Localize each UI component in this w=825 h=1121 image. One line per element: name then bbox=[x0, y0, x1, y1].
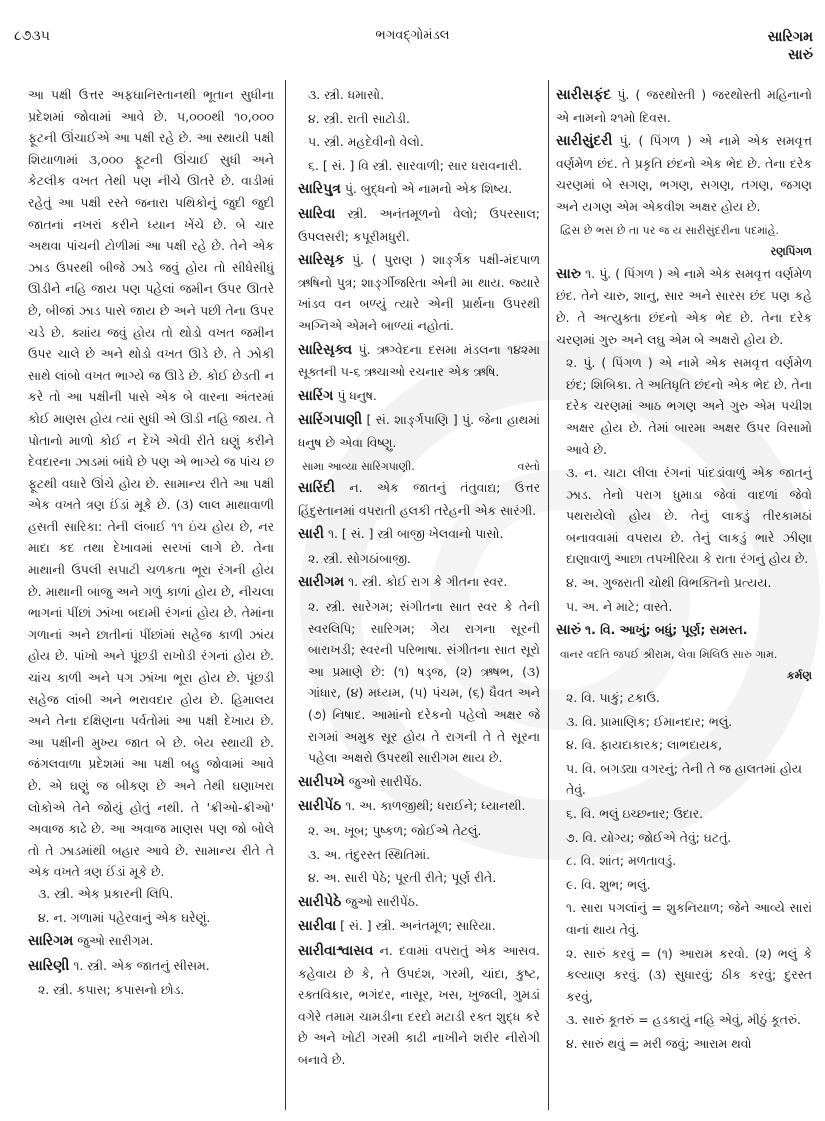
sense: ૨. સ્ત્રી. સોગઠાંબાજી. bbox=[308, 550, 411, 566]
sense: ૪. અ. સારી પેઠે; પૂરતી રીતે; પૂર્ણ રીતે. bbox=[308, 870, 497, 886]
headword: સારિંદી bbox=[298, 480, 336, 497]
headword: સારિવા bbox=[298, 205, 336, 222]
entry-sarivashvasav bbox=[298, 940, 540, 1071]
sense-3: ૩. સ્ત્રી. એક પ્રકારની લિપિ. bbox=[38, 885, 174, 901]
headword: સારીપેંઠ bbox=[298, 798, 342, 815]
headword: સારીગમ bbox=[298, 574, 345, 591]
page-header bbox=[0, 26, 825, 66]
headword: સારીવાશ્વાસવ bbox=[298, 942, 374, 959]
headword: સારીવા bbox=[298, 918, 337, 935]
definition: પું. ઋગ્વેદના દસમા મંડલના ૧૪૨મા સૂક્તની ૫-૬ ઋચાઓ રચનાર એક ઋષિ. bbox=[298, 341, 540, 380]
sense: ૪. વિ. ફાયદાકારક; લાભદાયક, bbox=[566, 737, 723, 753]
column-1 bbox=[28, 84, 274, 1003]
sense: ૨. અ. ખૂબ; પુષ્કળ; જોઈએ તેટલું. bbox=[308, 823, 482, 838]
citation-quote bbox=[298, 456, 540, 478]
headword: સારિણી bbox=[28, 957, 70, 974]
sense: ૪. સ્ત્રી. રાતી સાટોડી. bbox=[308, 110, 410, 126]
sense-2: ૨. સ્ત્રી. કપાસ; કપાસનો છોડ. bbox=[38, 982, 185, 998]
headword: સારું bbox=[556, 622, 582, 639]
definition: પું ધનુષ. bbox=[337, 387, 377, 403]
definition: ૧. પું. ( પિંગળ ) એ નામે એક સમવૃત્ત વર્ણમેળ છંદ. તેને ચારુ, શાનુ, સાર અને સારસ છંદ પણ કહે છે. તે અત્યુક્તા છંદનો એક ભેદ છે. તેના દરેક ચરણમાં ગુરુ અને લઘુ એમ બે અક્ષરો હોય છે. bbox=[556, 265, 812, 347]
headword: સારિંગપાણી bbox=[298, 412, 363, 429]
entry-saringpani bbox=[298, 409, 540, 453]
sense-4: ૪. ન. ગળામાં પહેરવાનું એક ઘરેણું. bbox=[38, 909, 211, 925]
headword: સારિસૃક bbox=[298, 252, 345, 269]
column-2 bbox=[298, 84, 540, 1073]
entry-sarigam-main bbox=[298, 571, 540, 594]
definition: ૧. [ સં. ] સ્ત્રી બાજી ખેલવાનો પાસો. bbox=[327, 526, 504, 542]
headword: સારીપખે bbox=[298, 773, 345, 790]
citation-source: કર્મણ bbox=[786, 669, 812, 683]
definition: પું. ( પુરાણ ) શાર્ઙ્ગક પક્ષી-મંદપાળ ઋષિનો પુત્ર; શાર્ઙ્ગીજરિતા એની મા થાય. જ્યારે ખાંડવ વન બળ્યું ત્યારે એની પ્રાર્થના ઉપરથી અગ્નિએ એમને બાળ્યાં નહોતાં. bbox=[298, 252, 540, 333]
entry-sarisafand bbox=[556, 84, 812, 128]
page-number: ૮૭૩૫ bbox=[14, 28, 50, 44]
entry-sarindi bbox=[298, 477, 540, 521]
guide-words bbox=[768, 28, 813, 64]
entry-sariputra bbox=[298, 178, 540, 201]
definition: ૧. અ. કાળજીથી; ધરાઈને; ધ્યાનથી. bbox=[345, 798, 526, 814]
running-title: ભગવદ્ગોમંડલ bbox=[375, 28, 450, 43]
headword: સારિંગ bbox=[298, 387, 334, 404]
entry-sarisundari bbox=[556, 130, 812, 217]
guide-word-top: સારિગમ bbox=[767, 29, 813, 45]
quote-source: વસ્તો bbox=[517, 459, 540, 473]
sense: ૫. અ. ને માટે; વાસ્તે. bbox=[566, 598, 673, 614]
headword: સારીસફંદ bbox=[556, 87, 612, 103]
phrase: ૨. સારું કરવું = (૧) આરામ કરવો. (૨) ભલું કે કલ્યાણ કરવું. (૩) સુધારવું; ઠીક કરવું; દુરસ્ત કરવું, bbox=[566, 945, 812, 1004]
definition: ન. દવામાં વપરાતું એક આસવ. કહેવાય છે કે, તે ઉપદંશ, ગરમી, ચાંદા, કુષ્ટ, રક્તવિકાર, ભગંદર, નાસૂર, ખસ, ખુજલી, ગુમડાં વગેરે તમામ ચામડીના દરદો મટાડી રક્ત શુદ્ધ કરે છે અને ખોટી ગરમી કાઢી નાખીને શરીર નીરોગી બનાવે છે. bbox=[298, 942, 540, 1067]
sense: ૨. વિ. પાકું; ટકાઉ. bbox=[566, 690, 660, 706]
guide-word-bottom: સારું bbox=[787, 47, 813, 63]
sense: ૬. [ સં. ] વિ સ્ત્રી. સારવાળી; સાર ધરાવનારી. bbox=[308, 157, 523, 173]
citation-source: રણપિંગળ bbox=[770, 245, 812, 259]
entry-saripakhe bbox=[298, 771, 540, 794]
sense: ૪. અ. ગુજરાતી ચોથી વિભક્તિનો પ્રત્યય. bbox=[566, 575, 772, 591]
phrase: ૧. સારા પગલાંનું = શુકનિયાળ; જેને આવ્યે સારાં વાનાં થાય તેવું. bbox=[566, 900, 812, 937]
column-divider-1 bbox=[285, 80, 286, 1110]
citation-quote: દ્વિસ છે ભસ છે તા પર જ ય સારીસુંદરીના પદમાંહે. bbox=[560, 223, 780, 237]
entry-sarigam bbox=[28, 930, 274, 953]
definition: જુઓ સારીપેંઠ. bbox=[345, 893, 419, 909]
sense: ૩. ન. ચાટા લીલા રંગનાં પાંદડાંવાળું એક જાતનું ઝાડ. તેનો પરાગ ધુમાડા જેવાં વાદળાં જેવો પથરાયેલો હોય છે. તેનું લાકડું તીરકામઠાં બનાવવામાં વપરાય છે. તેનું લાકડું ભારે ઝીણા દાણાવાળું આછા તપખીરિયા કે રાતા રંગનું હોય છે. bbox=[566, 465, 812, 567]
entry-sarisrukva bbox=[298, 339, 540, 383]
sense: ૩. અ. તંદુરસ્ત સ્થિતિમાં. bbox=[308, 846, 431, 862]
headword: સારી bbox=[298, 526, 325, 543]
entry-saring bbox=[298, 385, 540, 408]
definition: ૧. સ્ત્રી. કોઈ રાગ કે ગીતના સ્વર. bbox=[348, 574, 508, 590]
definition: ન. એક જાતનું તંતુવાદ્ય; ઉત્તર હિંદુસ્તાનમાં વપરાતી હલકી તરેહની એક સારંગી. bbox=[298, 480, 540, 518]
definition: પું. બુદ્ધનો એ નામનો એક શિષ્ય. bbox=[344, 181, 513, 197]
definition: [ સં. શાર્ઙ્ગપાણિ ] પું. જેના હાથમાં ધનુષ છે એવા વિષ્ણુ. bbox=[298, 412, 540, 450]
sense: ૫. વિ. બગડ્યા વગરનું; તેની તે જ હાલતમાં હોય તેવું. bbox=[566, 760, 802, 798]
headword: સારુ bbox=[556, 265, 582, 282]
sense: ૯. વિ. શુભ; ભલું. bbox=[566, 876, 651, 892]
definition: પું. ( જરથોસ્તી ) જરથોસ્તી મહિનાનો એ નામનો ૨૧મો દિવસ. bbox=[556, 87, 812, 125]
headword: સારીપેઠે bbox=[298, 893, 342, 910]
definition: સ્ત્રી. અનંતમૂળનો વેલો; ઉપરસાલ; ઉપલસરી; કપૂરીમધુરી. bbox=[298, 205, 540, 244]
definition: જુઓ સારીગમ. bbox=[77, 933, 154, 949]
definition: પું. ( પિંગળ ) એ નામે એક સમવૃત્ત વર્ણમેળ છંદ. તે પ્રકૃતિ છંદનો એક ભેદ છે. તેના દરેક ચરણમાં બે સગણ, ભગણ, સગણ, તગણ, જગણ અને યગણ એમ એકવીશ અક્ષર હોય છે. bbox=[556, 133, 812, 214]
column-divider-2 bbox=[548, 80, 549, 1110]
headword: સારીસુંદરી bbox=[556, 133, 613, 150]
citation-quote: વાનર વદતિ જપઈ શ્રીરામ, લેવા મિલિઉ સારું ગામ. bbox=[560, 647, 778, 661]
phrase: ૩. સારું કૂતરું = હડકાયું નહિ એવું, મીઠું કૂતરું. bbox=[566, 1012, 801, 1028]
quote-text: સામા આવ્યા સારિંગપાણી. bbox=[302, 459, 415, 473]
entry-sarisruk bbox=[298, 249, 540, 336]
sense: ૫. સ્ત્રી. મહદેવીનો વેલો. bbox=[308, 134, 424, 150]
headword: સારિપુત્ર bbox=[298, 181, 341, 198]
sense: ૩. વિ. પ્રામાણિક; ઈમાનદાર; ભલું. bbox=[566, 713, 733, 729]
sense: ૬. વિ. ભલું ઇચ્છનાર; ઉદાર. bbox=[566, 806, 704, 821]
entry-sariva2 bbox=[298, 915, 540, 938]
sense: ૩. સ્ત્રી. ધમાસો. bbox=[308, 87, 385, 102]
column-3 bbox=[556, 84, 812, 1057]
entry-saru bbox=[556, 263, 812, 350]
definition: જુઓ સારીપેંઠ. bbox=[348, 773, 423, 789]
sense: ૨. સ્ત્રી. સારેગમ; સંગીતના સાત સ્વર કે તેની સ્વરલિપિ; સારિગમ; ગેય રાગના સૂરની બારાખડી; સ્વરની પરિભાષા. સંગીતના સાત સૂરો આ પ્રમાણે છે: (૧) ષડ્જ, (૨) ઋષભ, (૩) ગાંધાર, (૪) મધ્યમ, (૫) પંચમ, (૬) ધૈવત અને (૭) નિષાદ. આમાંનો દરેકનો પહેલો અક્ષર જે રાગમાં અમુક સૂર હોય તે રાગની તે તે સૂરના પહેલા અક્ષરો ઉપરથી સારીગમ થાય છે. bbox=[308, 599, 540, 766]
headword: સારિસૃક્વ bbox=[298, 341, 353, 358]
headword: સારિગમ bbox=[28, 933, 74, 950]
definition: ૧. સ્ત્રી. એક જાતનું સીસમ. bbox=[73, 957, 210, 973]
definition: ૧. વિ. આખું; બધું; પૂર્ણ; સમસ્ત. bbox=[585, 622, 748, 638]
entry-saripethe bbox=[298, 891, 540, 914]
sense: ૨. પું. ( પિંગળ ) એ નામે એક સમવૃત્ત વર્ણમેળ છંદ; શિબિકા. તે અતિધૃતિ છંદનો એક ભેદ છે. તેના દરેક ચરણમાં આઠ ભગણ અને ગુરુ એમ પચીશ અક્ષર હોય છે. તેમાં બારમા અક્ષર ઉપર વિસામો આવે છે. bbox=[566, 355, 812, 457]
entry-sarun bbox=[556, 619, 812, 642]
phrase: ૪. સારું થવું = મરી જવું; આરામ થવો bbox=[566, 1035, 752, 1051]
sense: ૮. વિ. શાંત; મળતાવડું. bbox=[566, 853, 677, 869]
entry-sari bbox=[298, 523, 540, 546]
entry-sarini bbox=[28, 955, 274, 978]
definition: [ સં. ] સ્ત્રી. અનંતમૂળ; સારિયા. bbox=[340, 918, 496, 934]
entry-sariva bbox=[298, 203, 540, 247]
continued-paragraph: આ પક્ષી ઉત્તર અફઘાનિસ્તાનથી ભૂતાન સુધીના પ્રદેશમાં જોવામાં આવે છે. ૫,૦૦૦થી ૧૦,૦૦૦ ફૂટની ઊંચાઈએ આ પક્ષી રહે છે. આ સ્થાયી પક્ષી શિયાળામાં ૩,૦૦૦ ફૂટની ઊંચાઈ સુધી અને કેટલીક વખત તેથી પણ નીચે ઊતરે છે. વાડીમાં રહેતું આ પક્ષી રસ્તે જનારા પથિકોનું જુદી જુદી જાતનાં નખરાં કરીને ધ્યાન ખેંચે છે. બે ચાર અથવા પાંચની ટોળીમાં આ પક્ષી રહે છે. તેને એક ઝાડ ઉપરથી બીજે ઝાડે જવું હોય તો સીધેસીધું ઊડીને નહિ જાય પણ પહેલાં જમીન ઉપર ઊતરે છે, બીજાં ઝાડ પાસે જાય છે અને પછી તેના ઉપર ચડે છે. ક્યાંય જવું હોય તો થોડો વખત જમીન ઉપર ચાલે છે અને થોડો વખત ઊડે છે. તે ઝોકી સાથે લાંબો વખત ભાગ્યે જ ઊડે છે. કોઈ છેડતી ન કરે તો આ પક્ષીની પાસે એક બે વારના અંતરમાં કોઈ માણસ હોય ત્યાં સુધી એ ઊડી નહિ જાય. તે પોતાનો માળો કોઈ ન દેખે એવી રીતે ઘણું કરીને દેવદારના ઝાડમાં બાંધે છે પણ એ ભાગ્યે જ પાંચ છ ફૂટથી વધારે ઊંચે હોય છે. સામાન્ય રીતે આ પક્ષી એક વખતે ત્રણ ઈંડાં મૂકે છે. (૩) લાલ માથાવાળી હસતી સારિકા: તેની લંબાઈ ૧૧ ઇંચ હોય છે, નર માદા કદ તથા દેખાવમાં સરખાં લાગે છે. તેના માથાની ઉપલી સપાટી ચળકતા ભૂરા રંગની હોય છે. માથાની બાજુ અને ગળું કાળાં હોય છે, નીચલા ભાગનાં પીંછાં ઝાંખા બદામી રંગનાં હોય છે. તેમાંના ગળાનાં અને છાતીનાં પીંછાંમાં સહેજ કાળી ઝાંય હોય છે. પાંખો અને પૂંછડી રાખોડી રંગનાં હોય છે. ચાંચ કાળી અને પગ ઝાંખા ભૂરા હોય છે. પૂંછડી સહેજ લાંબી અને ભરાવદાર હોય છે. હિમાલય અને તેના દક્ષિણના પર્વતોમાં આ પક્ષી દેખાય છે. આ પક્ષીની મુખ્ય જાત બે છે. બેય સ્થાયી છે. જંગલવાળા પ્રદેશમાં આ પક્ષી બહુ જોવામાં આવે છે. એ ઘણું જ બીકણ છે અને તેથી ઘણાખરા લોકોએ તેને જોયું હોતું નથી. તે 'ક્રીઓ-ક્રીઓ' અવાજ કાઢે છે. આ અવાજ માણસ પણ જો બોલે તો તે ઝાડમાંથી બહાર આવે છે. સામાન્ય રીતે તે એક વખતે ત્રણ ઈંડાં મૂકે છે. bbox=[28, 87, 274, 880]
sense: ૭. વિ. યોગ્ય; જોઈએ તેવું; ઘટતું. bbox=[566, 829, 732, 845]
entry-saripenth bbox=[298, 795, 540, 818]
